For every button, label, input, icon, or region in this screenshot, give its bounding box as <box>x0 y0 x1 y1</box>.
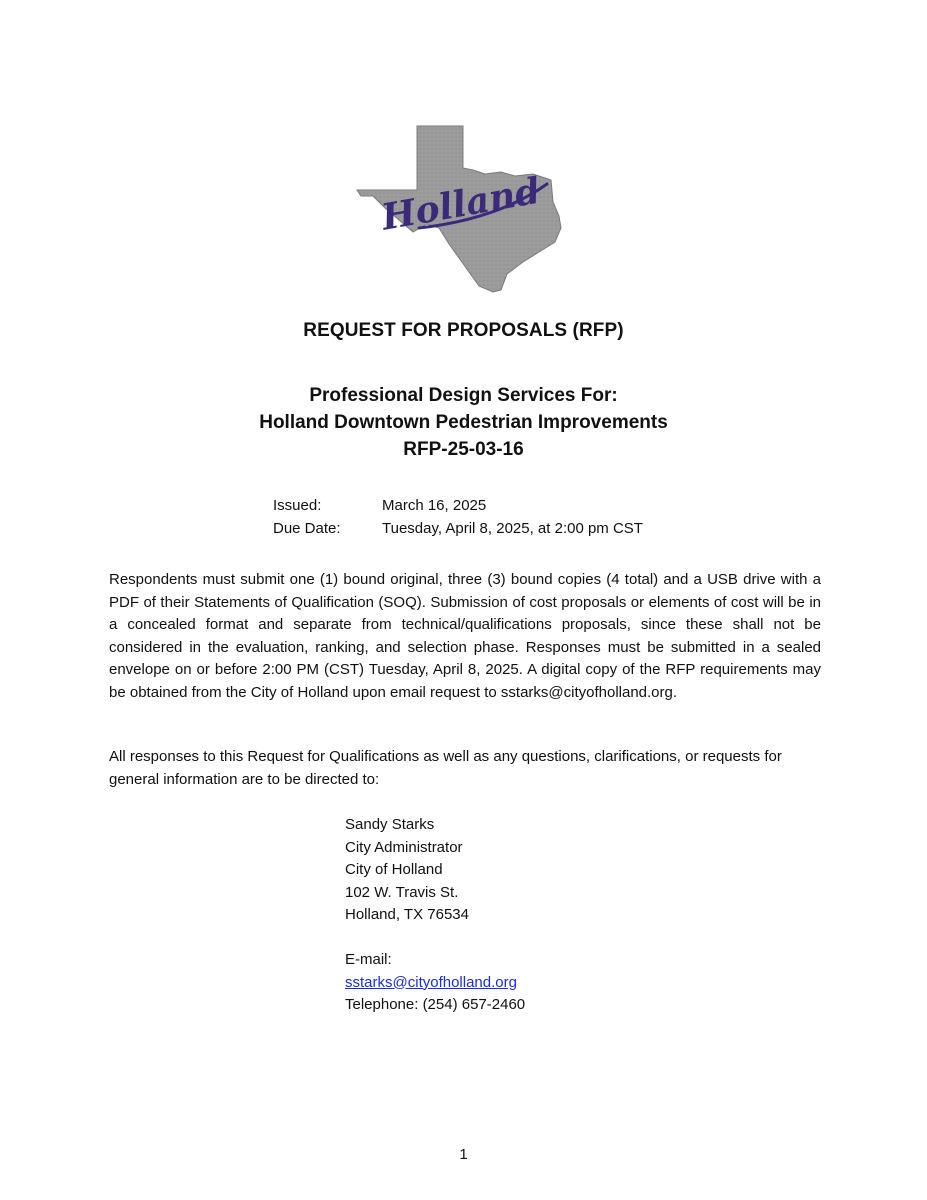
logo-script-text: Holland <box>378 169 544 239</box>
contact-position: City Administrator <box>345 838 463 856</box>
rfp-number: RFP-25-03-16 <box>403 439 524 460</box>
email-label: E-mail: <box>345 951 392 968</box>
subtitle-line-1: Professional Design Services For: <box>309 385 618 406</box>
dates-block <box>273 494 643 540</box>
contact-telephone: Telephone: (254) 657-2460 <box>345 996 526 1013</box>
holland-texas-logo <box>355 124 567 294</box>
issued-label: Issued: <box>273 497 322 514</box>
issued-value: March 16, 2025 <box>382 497 487 514</box>
subtitle-block <box>0 382 927 463</box>
contact-directions-paragraph: All responses to this Request for Qualifications as well as any questions, clarifications, or requests for general information are to be directed to: <box>109 748 782 788</box>
due-date-row <box>273 517 643 540</box>
spacer <box>345 927 525 950</box>
issued-row <box>273 494 643 517</box>
page-title: REQUEST FOR PROPOSALS (RFP) <box>303 320 624 341</box>
email-link[interactable]: sstarks@cityofholland.org <box>345 973 517 991</box>
submission-instructions-paragraph: Respondents must submit one (1) bound original, three (3) bound copies (4 total) and a USB drive with a PDF of their Statements of Qualification (SOQ). Submission of cost proposals or elements of cost will be in a concealed format and separate from technical/qualifications proposals, since these shall not be considered in the evaluation, ranking, and selection phase. Responses must be submitted in a sealed envelope on or before 2:00 PM (CST) Tuesday, April 8, 2025. A digital copy of the RFP requirements may be obtained from the City of Holland upon email request to sstarks@cityofholland.org. <box>109 571 821 701</box>
project-name: Holland Downtown Pedestrian Improvements <box>259 412 668 433</box>
page-number: 1 <box>459 1146 468 1163</box>
due-date-value: Tuesday, April 8, 2025, at 2:00 pm CST <box>382 520 643 537</box>
contact-city-state-zip: Holland, TX 76534 <box>345 906 469 923</box>
contact-name: Sandy Starks <box>345 816 435 833</box>
contact-street: 102 W. Travis St. <box>345 883 459 901</box>
contact-organization: City of Holland <box>345 861 443 878</box>
texas-state-map-icon <box>355 124 567 294</box>
due-date-label: Due Date: <box>273 520 341 537</box>
contact-block <box>345 814 525 1017</box>
